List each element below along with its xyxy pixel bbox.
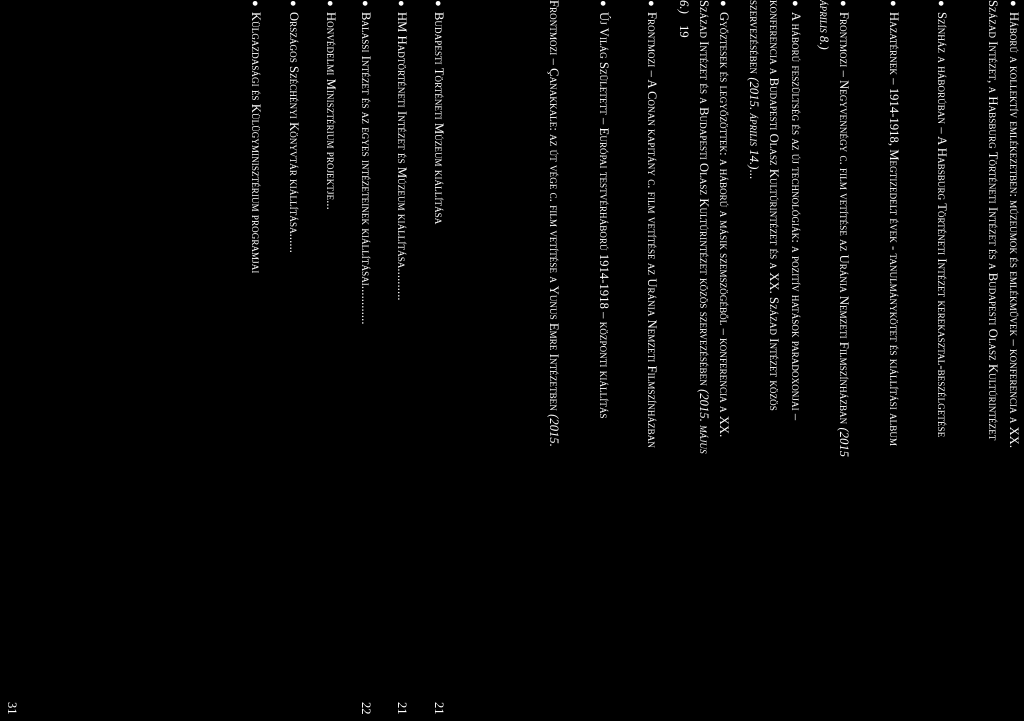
bullet-icon: ●	[359, 0, 371, 7]
toc-entry-text: Honvédelmi Minisztérium projektje	[324, 12, 338, 201]
toc-entry-text: Budapesti Történeti Múzeum kiállítása	[432, 12, 446, 225]
toc-entry-text: szervezésében	[747, 0, 761, 75]
toc-entry	[284, 0, 304, 721]
bullet-icon: ●	[887, 0, 899, 7]
toc-entry	[356, 0, 376, 721]
toc-entry	[429, 0, 449, 721]
toc-leader-dots: ..........	[395, 268, 409, 301]
bullet-icon: ●	[432, 0, 444, 7]
toc-entry-text: Külgazdasági és Külügyminisztérium programjai	[249, 12, 263, 274]
bullet-icon: ●	[645, 0, 657, 7]
toc-entry	[983, 0, 1003, 721]
toc-entry-date: (2015.	[547, 414, 561, 447]
toc-entry	[884, 0, 904, 721]
toc-entry	[694, 0, 714, 721]
toc-page-number: 21	[395, 702, 409, 715]
toc-entry	[321, 0, 341, 721]
toc-page-number: 21	[432, 702, 446, 715]
toc-entry	[814, 0, 834, 721]
toc-entry-text: Balassi Intézet és az egyes intézeteinek kiállításai	[359, 12, 373, 286]
bullet-icon: ●	[837, 0, 849, 7]
toc-entry	[834, 0, 854, 721]
toc-entry-text: konferencia a Budapesti Olasz Kultúrintézet és a XX. Század Intézet közös	[767, 0, 781, 411]
toc-entry-date: (2015. április 14.)	[747, 77, 761, 170]
toc-entry-text: HM Hadtörténeti Intézet és Múzeum kiállítása	[395, 12, 409, 269]
toc-entry	[714, 0, 734, 721]
toc-entry	[246, 0, 266, 721]
bullet-icon: ●	[935, 0, 947, 7]
toc-entry-date: (2015. május	[697, 389, 711, 454]
toc-entry	[764, 0, 784, 721]
toc-leader-dots: ...	[324, 200, 338, 210]
toc-entry-text: Győztesek és legyőzöttek: a háború a másik szemszögéből – konferencia a XX.	[717, 12, 731, 438]
toc-entry-text: Század Intézet és a Budapesti Olasz Kultúrintézet közös szervezésében	[697, 0, 711, 386]
footer-page-number: 31	[5, 702, 19, 715]
toc-leader-dots: ......	[287, 233, 301, 254]
toc-entry-date: április 8.)	[817, 0, 831, 50]
toc-entry	[594, 0, 614, 721]
bullet-icon: ●	[717, 0, 729, 7]
bullet-icon: ●	[789, 0, 801, 7]
toc-entry	[544, 0, 564, 721]
bullet-icon: ●	[597, 0, 609, 7]
toc-entry	[744, 0, 764, 721]
toc-entry	[786, 0, 806, 721]
toc-entry	[674, 0, 694, 721]
toc-entry-text: Országos Széchényi Könyvtár kiállítása	[287, 12, 301, 234]
toc-entry-date: 6.)	[677, 0, 691, 14]
toc-entry-text: Frontmozi – Çanakkale: az út vége c. film vetítése a Yunus Emre Intézetben	[547, 0, 561, 411]
toc-entry-text: Század Intézet, a Habsburg Történeti Intézet és a Budapesti Olasz Kultúrintézet	[986, 0, 1000, 441]
toc-entry	[392, 0, 412, 721]
toc-entry-text: A háború feszültség és az új technológiák: a pozitív hatások paradoxonjai –	[789, 12, 803, 421]
toc-entry-text: Frontmozi – A Conan kapitány c. film vetítése az Uránia Nemzeti Filmszínházban	[645, 12, 659, 448]
bullet-icon: ●	[395, 0, 407, 7]
toc-entry-text: Hazatérnek – 1914-1918, Megtizedelt évek - tanulmánykötet és kiállítási album	[887, 12, 901, 447]
toc-page-number: 22	[359, 702, 373, 715]
bullet-icon: ●	[249, 0, 261, 7]
toc-entry-text: Színház a háborúban – A Habsburg Történeti Intézet kerekasztal-beszélgetése	[935, 12, 949, 438]
toc-page-number: 19	[677, 25, 691, 38]
toc-entry-text: Új Világ Született – Európai testvérháború 1914-1918 – központi kiállítás	[597, 12, 611, 419]
toc-leader-dots: ............	[359, 285, 373, 325]
bullet-icon: ●	[287, 0, 299, 7]
toc-leader-dots: ...	[747, 169, 761, 180]
toc-entry-date: (2015	[837, 427, 851, 458]
toc-entry-text: Frontmozi – Negyvennégy c. film vetítése az Uránia Nemzeti Filmszínházban	[837, 12, 851, 425]
toc-entry	[1004, 0, 1024, 721]
toc-entry	[932, 0, 952, 721]
bullet-icon: ●	[1007, 0, 1019, 7]
toc-entry	[642, 0, 662, 721]
toc-entry-text: Háború a kollektív emlékezetben: múzeumok és emlékművek – konferencia a XX.	[1007, 12, 1021, 449]
bullet-icon: ●	[324, 0, 336, 7]
